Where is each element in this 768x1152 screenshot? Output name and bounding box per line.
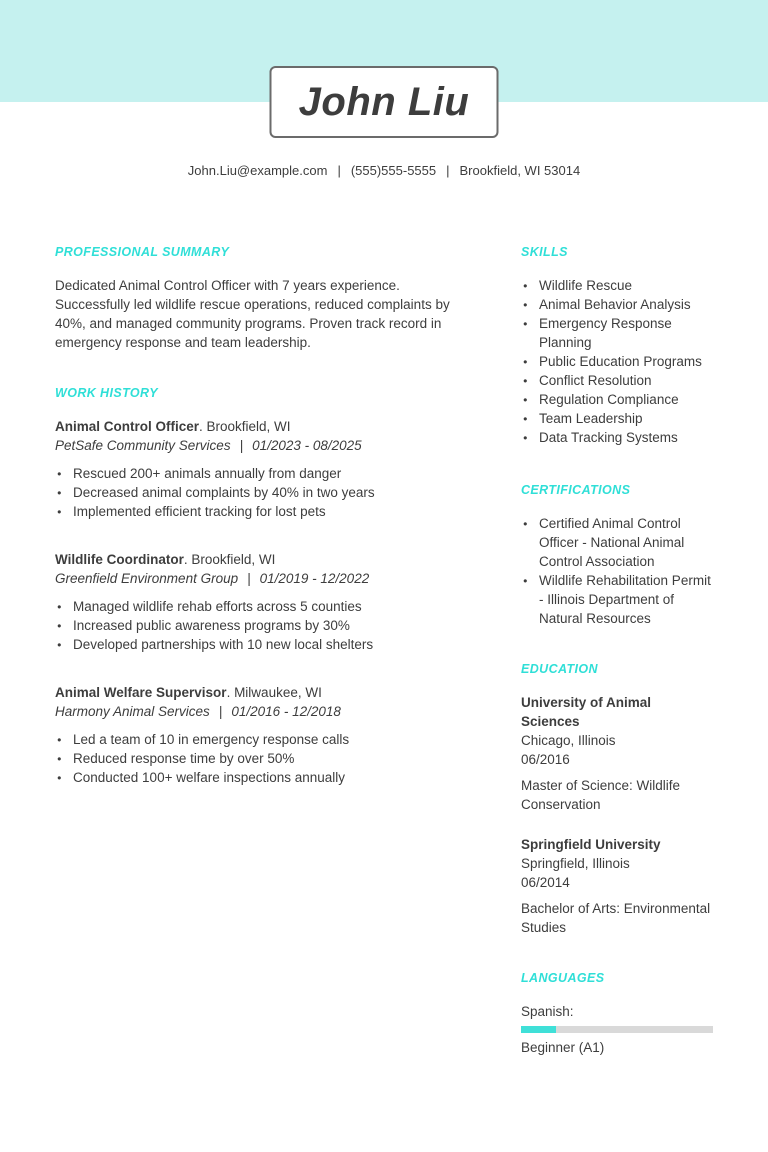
- job-company-dates: [55, 569, 461, 588]
- skill-item: ● Animal Behavior Analysis: [521, 295, 713, 314]
- section-work-history: [55, 386, 461, 787]
- content-columns: [55, 245, 713, 1057]
- summary-body: Dedicated Animal Control Officer with 7 years experience. Successfully led wildlife rescue operations, reduced complaints by 40%, and managed community programs. Proven track record in emergency response and team leadership.: [55, 278, 450, 350]
- job-location: . Brookfield, WI: [199, 419, 291, 434]
- candidate-name: John Liu: [298, 79, 470, 124]
- job-company: Harmony Animal Services: [55, 704, 210, 719]
- certifications-list: [521, 514, 713, 628]
- job-bullet: ● Developed partnerships with 10 new local shelters: [55, 635, 461, 654]
- job-title-line: [55, 683, 461, 702]
- education-entry: [521, 835, 713, 937]
- education-date: 06/2016: [521, 752, 570, 767]
- job-bullet-list: [55, 730, 461, 787]
- skill-item: ● Public Education Programs: [521, 352, 713, 371]
- job-location: . Milwaukee, WI: [226, 685, 322, 700]
- skill-item: ● Conflict Resolution: [521, 371, 713, 390]
- job-bullet: ● Implemented efficient tracking for lost pets: [55, 502, 461, 521]
- certification-item: ● Wildlife Rehabilitation Permit - Illinois Department of Natural Resources: [521, 571, 713, 628]
- skill-item: ● Data Tracking Systems: [521, 428, 713, 447]
- education-city: Springfield, Illinois: [521, 856, 630, 871]
- job-bullet-list: [55, 597, 461, 654]
- work-history-heading: WORK HISTORY: [55, 386, 158, 400]
- certification-item: ● Certified Animal Control Officer - National Animal Control Association: [521, 514, 713, 571]
- skill-item: ● Regulation Compliance: [521, 390, 713, 409]
- job-separator: |: [247, 571, 251, 586]
- job-title: Animal Welfare Supervisor: [55, 685, 227, 700]
- skills-heading: SKILLS: [521, 245, 568, 259]
- education-heading: EDUCATION: [521, 662, 598, 676]
- job-title-line: [55, 417, 461, 436]
- job-dates: 01/2019 - 12/2022: [259, 571, 370, 586]
- right-column: [521, 245, 713, 1057]
- education-school: University of Animal Sciences: [521, 695, 652, 729]
- section-certifications: [521, 483, 713, 628]
- job-bullet: ● Reduced response time by over 50%: [55, 749, 461, 768]
- job-separator: |: [239, 438, 244, 453]
- job-bullet: ● Conducted 100+ welfare inspections annually: [55, 768, 461, 787]
- job-title-line: [55, 550, 461, 569]
- contact-separator: |: [446, 163, 450, 178]
- job-bullet: ● Led a team of 10 in emergency response calls: [55, 730, 461, 749]
- section-skills: [521, 245, 713, 447]
- skills-list: [521, 276, 713, 447]
- language-progress-bar: [521, 1026, 713, 1033]
- contact-row: [0, 163, 768, 178]
- language-entry: [521, 1002, 713, 1057]
- language-name: Spanish:: [521, 1004, 574, 1019]
- education-school: Springfield University: [521, 837, 661, 852]
- job-title: Animal Control Officer: [55, 419, 200, 434]
- name-box: [270, 66, 499, 138]
- contact-separator: |: [337, 163, 341, 178]
- job-company: Greenfield Environment Group: [55, 571, 239, 586]
- job-bullet: ● Increased public awareness programs by 30%: [55, 616, 461, 635]
- section-languages: [521, 971, 713, 1057]
- languages-heading: LANGUAGES: [521, 971, 605, 985]
- job-bullet: ● Rescued 200+ animals annually from danger: [55, 464, 461, 483]
- spacer: [521, 937, 713, 971]
- left-column: [55, 245, 461, 1057]
- spacer: [55, 352, 461, 386]
- certifications-heading: CERTIFICATIONS: [521, 483, 631, 497]
- job-bullet: ● Decreased animal complaints by 40% in two years: [55, 483, 461, 502]
- job-bullet: ● Managed wildlife rehab efforts across 5 counties: [55, 597, 461, 616]
- section-education: [521, 662, 713, 937]
- skill-item: ● Wildlife Rescue: [521, 276, 713, 295]
- education-entry: [521, 693, 713, 814]
- spacer: [521, 447, 713, 483]
- skill-item: ● Emergency Response Planning: [521, 314, 713, 352]
- education-city: Chicago, Illinois: [521, 733, 616, 748]
- contact-email: John.Liu@example.com: [187, 163, 328, 178]
- education-degree: Bachelor of Arts: Environmental Studies: [521, 901, 711, 935]
- contact-phone: (555)555-5555: [350, 163, 437, 178]
- summary-heading: PROFESSIONAL SUMMARY: [55, 245, 230, 259]
- job-company: PetSafe Community Services: [55, 438, 231, 453]
- job-company-dates: [55, 702, 461, 721]
- job-entry: [55, 683, 461, 787]
- job-dates: 01/2023 - 08/2025: [252, 438, 362, 453]
- spacer: [521, 628, 713, 662]
- education-date: 06/2014: [521, 875, 570, 890]
- job-dates: 01/2016 - 12/2018: [231, 704, 341, 719]
- job-entry: [55, 550, 461, 654]
- contact-location: Brookfield, WI 53014: [459, 163, 581, 178]
- job-title: Wildlife Coordinator: [55, 552, 184, 567]
- job-location: . Brookfield, WI: [183, 552, 276, 567]
- section-professional-summary: [55, 245, 461, 352]
- education-degree: Master of Science: Wildlife Conservation: [521, 778, 681, 812]
- job-bullet-list: [55, 464, 461, 521]
- job-company-dates: [55, 436, 461, 455]
- skill-item: ● Team Leadership: [521, 409, 713, 428]
- language-progress-fill: [521, 1026, 556, 1033]
- job-separator: |: [218, 704, 223, 719]
- language-level: Beginner (A1): [521, 1040, 605, 1055]
- job-entry: [55, 417, 461, 521]
